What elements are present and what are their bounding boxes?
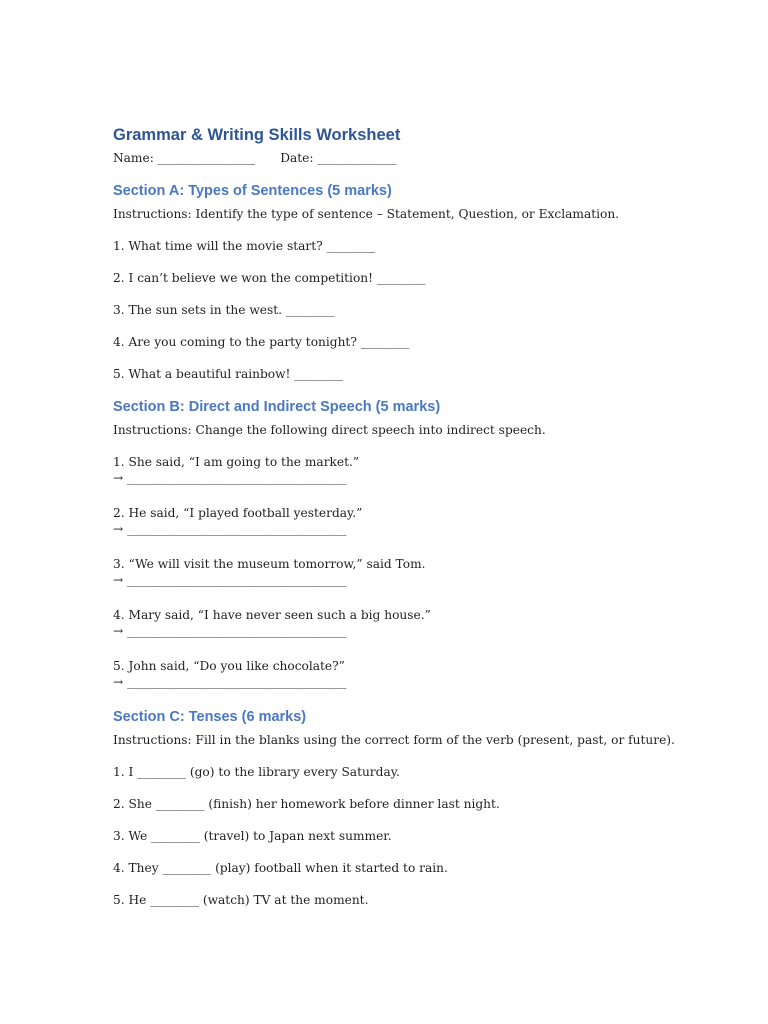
section-a-question: 2. I can’t believe we won the competition! ________ [113, 271, 426, 285]
section-b-question: 3. “We will visit the museum tomorrow,” said Tom. [113, 557, 426, 571]
worksheet-title: Grammar & Writing Skills Worksheet [113, 126, 401, 144]
answer-line: → ____________________________________ [113, 522, 347, 536]
section-b-heading: Section B: Direct and Indirect Speech (5 marks) [113, 399, 441, 415]
section-c-question: 4. They ________ (play) football when it started to rain. [113, 861, 448, 875]
section-a-heading: Section A: Types of Sentences (5 marks) [113, 183, 392, 199]
section-a-question: 1. What time will the movie start? ________ [113, 239, 376, 253]
answer-line: → ____________________________________ [113, 471, 347, 485]
section-a-question: 5. What a beautiful rainbow! ________ [113, 367, 344, 381]
section-c-heading: Section C: Tenses (6 marks) [113, 709, 307, 725]
section-c-question: 5. He ________ (watch) TV at the moment. [113, 893, 369, 907]
name-date-line [113, 149, 713, 167]
section-c-question: 2. She ________ (finish) her homework before dinner last night. [113, 797, 500, 811]
section-c-question: 1. I ________ (go) to the library every Saturday. [113, 765, 400, 779]
section-a-instructions: Instructions: Identify the type of sentence – Statement, Question, or Exclamation. [113, 207, 620, 221]
section-b-question: 1. She said, “I am going to the market.” [113, 455, 360, 469]
section-b-instructions: Instructions: Change the following direct speech into indirect speech. [113, 423, 546, 437]
name-field: Name: ________________ [113, 151, 256, 165]
section-c-question: 3. We ________ (travel) to Japan next summer. [113, 829, 392, 843]
section-b-question: 2. He said, “I played football yesterday.” [113, 506, 363, 520]
section-b-question: 5. John said, “Do you like chocolate?” [113, 659, 345, 673]
answer-line: → ____________________________________ [113, 573, 347, 587]
answer-line: → ____________________________________ [113, 624, 347, 638]
date-field: Date: _____________ [280, 151, 397, 165]
worksheet-content [113, 124, 713, 909]
section-c-instructions: Instructions: Fill in the blanks using the correct form of the verb (present, past, or future). [113, 733, 675, 747]
section-a-question: 4. Are you coming to the party tonight? ________ [113, 335, 410, 349]
section-b-question: 4. Mary said, “I have never seen such a big house.” [113, 608, 431, 622]
answer-line: → ____________________________________ [113, 675, 347, 689]
section-a-question: 3. The sun sets in the west. ________ [113, 303, 335, 317]
